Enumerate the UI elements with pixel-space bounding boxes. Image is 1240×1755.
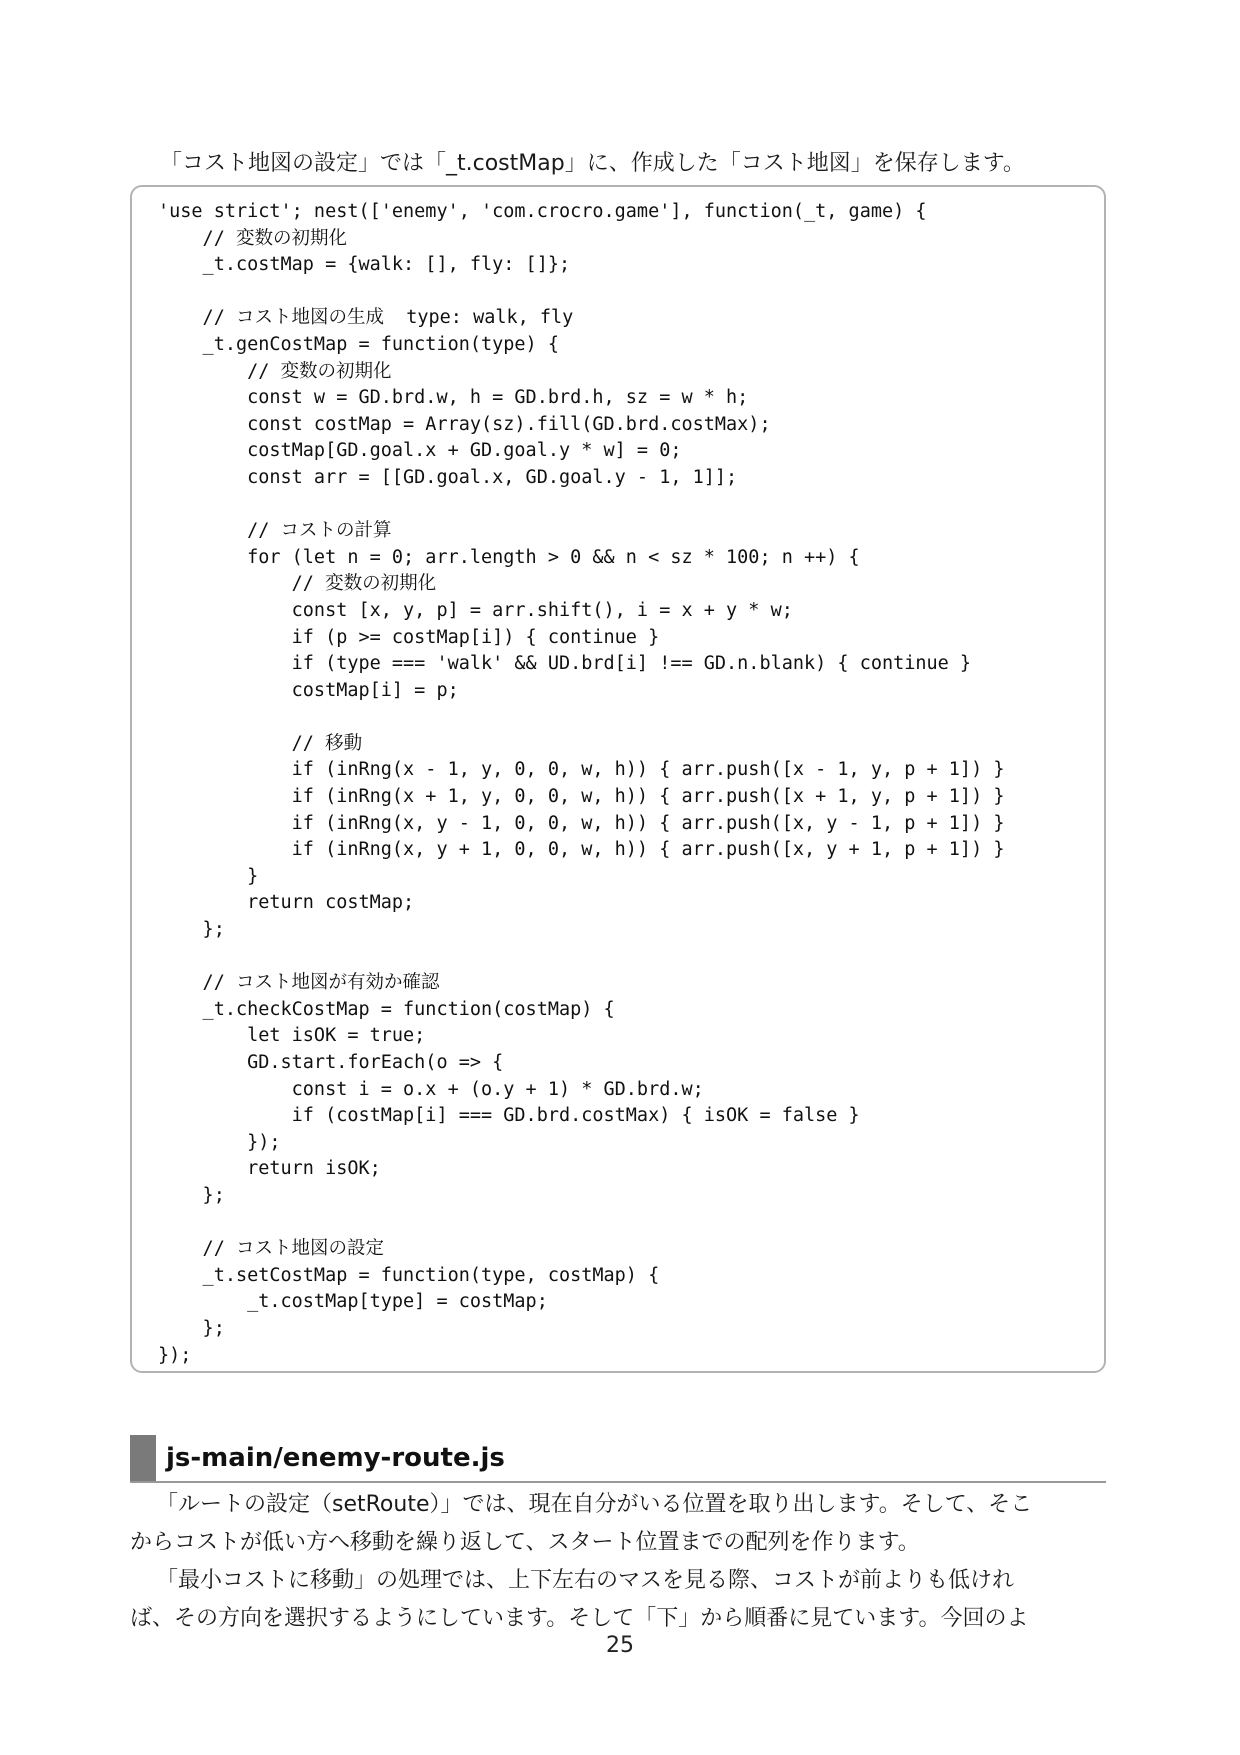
code-line: // 変数の初期化 bbox=[158, 227, 347, 249]
code-line: // 変数の初期化 bbox=[158, 573, 437, 595]
code-line: }); bbox=[158, 1131, 281, 1153]
code-line: const [x, y, p] = arr.shift(), i = x + y * w; bbox=[158, 599, 793, 621]
code-line: }); bbox=[158, 1344, 192, 1366]
code-line: const arr = [[GD.goal.x, GD.goal.y - 1, 1]]; bbox=[158, 466, 738, 488]
code-line: _t.genCostMap = function(type) { bbox=[158, 333, 559, 355]
paragraph bbox=[130, 1562, 1106, 1638]
paragraph-line: 「最小コストに移動」の処理では、上下左右のマスを見る際、コストが前よりも低けれ bbox=[156, 1568, 1015, 1593]
code-line: _t.costMap[type] = costMap; bbox=[158, 1291, 548, 1313]
code-line: // コスト地図の設定 bbox=[158, 1238, 384, 1260]
code-line: // 変数の初期化 bbox=[158, 360, 392, 382]
code-line: }; bbox=[158, 919, 225, 941]
code-line: let isOK = true; bbox=[158, 1025, 426, 1047]
section-heading bbox=[130, 1435, 1106, 1483]
paragraph-line: からコストが低い方へ移動を繰り返して、スタート位置までの配列を作ります。 bbox=[130, 1530, 920, 1555]
code-line: if (costMap[i] === GD.brd.costMax) { isOK = false } bbox=[158, 1105, 860, 1127]
code-line: for (let n = 0; arr.length > 0 && n < sz * 100; n ++) { bbox=[158, 546, 860, 568]
code-line: costMap[GD.goal.x + GD.goal.y * w] = 0; bbox=[158, 440, 682, 462]
page-number: 25 bbox=[606, 1633, 634, 1658]
code-line: GD.start.forEach(o => { bbox=[158, 1052, 504, 1073]
heading-marker-bar bbox=[130, 1435, 156, 1481]
code-line: const w = GD.brd.w, h = GD.brd.h, sz = w * h; bbox=[158, 387, 749, 409]
code-line: _t.checkCostMap = function(costMap) { bbox=[158, 998, 615, 1020]
code-line: // コストの計算 bbox=[158, 520, 392, 542]
code-line: if (inRng(x + 1, y, 0, 0, w, h)) { arr.push([x + 1, y, p + 1]) } bbox=[158, 786, 1005, 808]
code-line: if (p >= costMap[i]) { continue } bbox=[158, 626, 660, 648]
code-line: if (type === 'walk' && UD.brd[i] !== GD.n.blank) { continue } bbox=[158, 653, 972, 675]
code-line: costMap[i] = p; bbox=[158, 679, 459, 701]
code-listing bbox=[158, 199, 1004, 1369]
code-line: _t.setCostMap = function(type, costMap) { bbox=[158, 1264, 660, 1286]
code-line: return isOK; bbox=[158, 1158, 381, 1180]
code-line: _t.costMap = {walk: [], fly: []}; bbox=[158, 254, 571, 276]
code-line: if (inRng(x - 1, y, 0, 0, w, h)) { arr.push([x - 1, y, p + 1]) } bbox=[158, 759, 1005, 781]
code-line: // コスト地図が有効か確認 bbox=[158, 972, 440, 994]
intro-text: 「コスト地図の設定」では「_t.costMap」に、作成した「コスト地図」を保存します。 bbox=[160, 151, 1025, 176]
code-line: if (inRng(x, y + 1, 0, 0, w, h)) { arr.push([x, y + 1, p + 1]) } bbox=[158, 839, 1005, 861]
code-line: }; bbox=[158, 1317, 225, 1339]
body-text bbox=[130, 1486, 1106, 1638]
code-line: // 移動 bbox=[158, 732, 363, 754]
code-line: // コスト地図の生成 type: walk, fly bbox=[158, 307, 574, 329]
code-line: 'use strict'; nest(['enemy', 'com.crocro.game'], function(_t, game) { bbox=[158, 201, 927, 222]
code-line: } bbox=[158, 865, 259, 887]
code-line: }; bbox=[158, 1184, 225, 1206]
paragraph bbox=[130, 1486, 1106, 1562]
section-heading-title: js-main/enemy-route.js bbox=[166, 1443, 505, 1473]
code-line: const i = o.x + (o.y + 1) * GD.brd.w; bbox=[158, 1078, 704, 1100]
code-line: return costMap; bbox=[158, 892, 415, 914]
paragraph-line: 「ルートの設定（setRoute）」では、現在自分がいる位置を取り出します。そして、そこ bbox=[156, 1492, 1033, 1517]
code-block bbox=[130, 185, 1106, 1373]
code-line: const costMap = Array(sz).fill(GD.brd.costMax); bbox=[158, 413, 771, 435]
code-line: if (inRng(x, y - 1, 0, 0, w, h)) { arr.push([x, y - 1, p + 1]) } bbox=[158, 812, 1005, 834]
paragraph-line: ば、その方向を選択するようにしています。そして「下」から順番に見ています。今回のよ bbox=[130, 1606, 1029, 1631]
